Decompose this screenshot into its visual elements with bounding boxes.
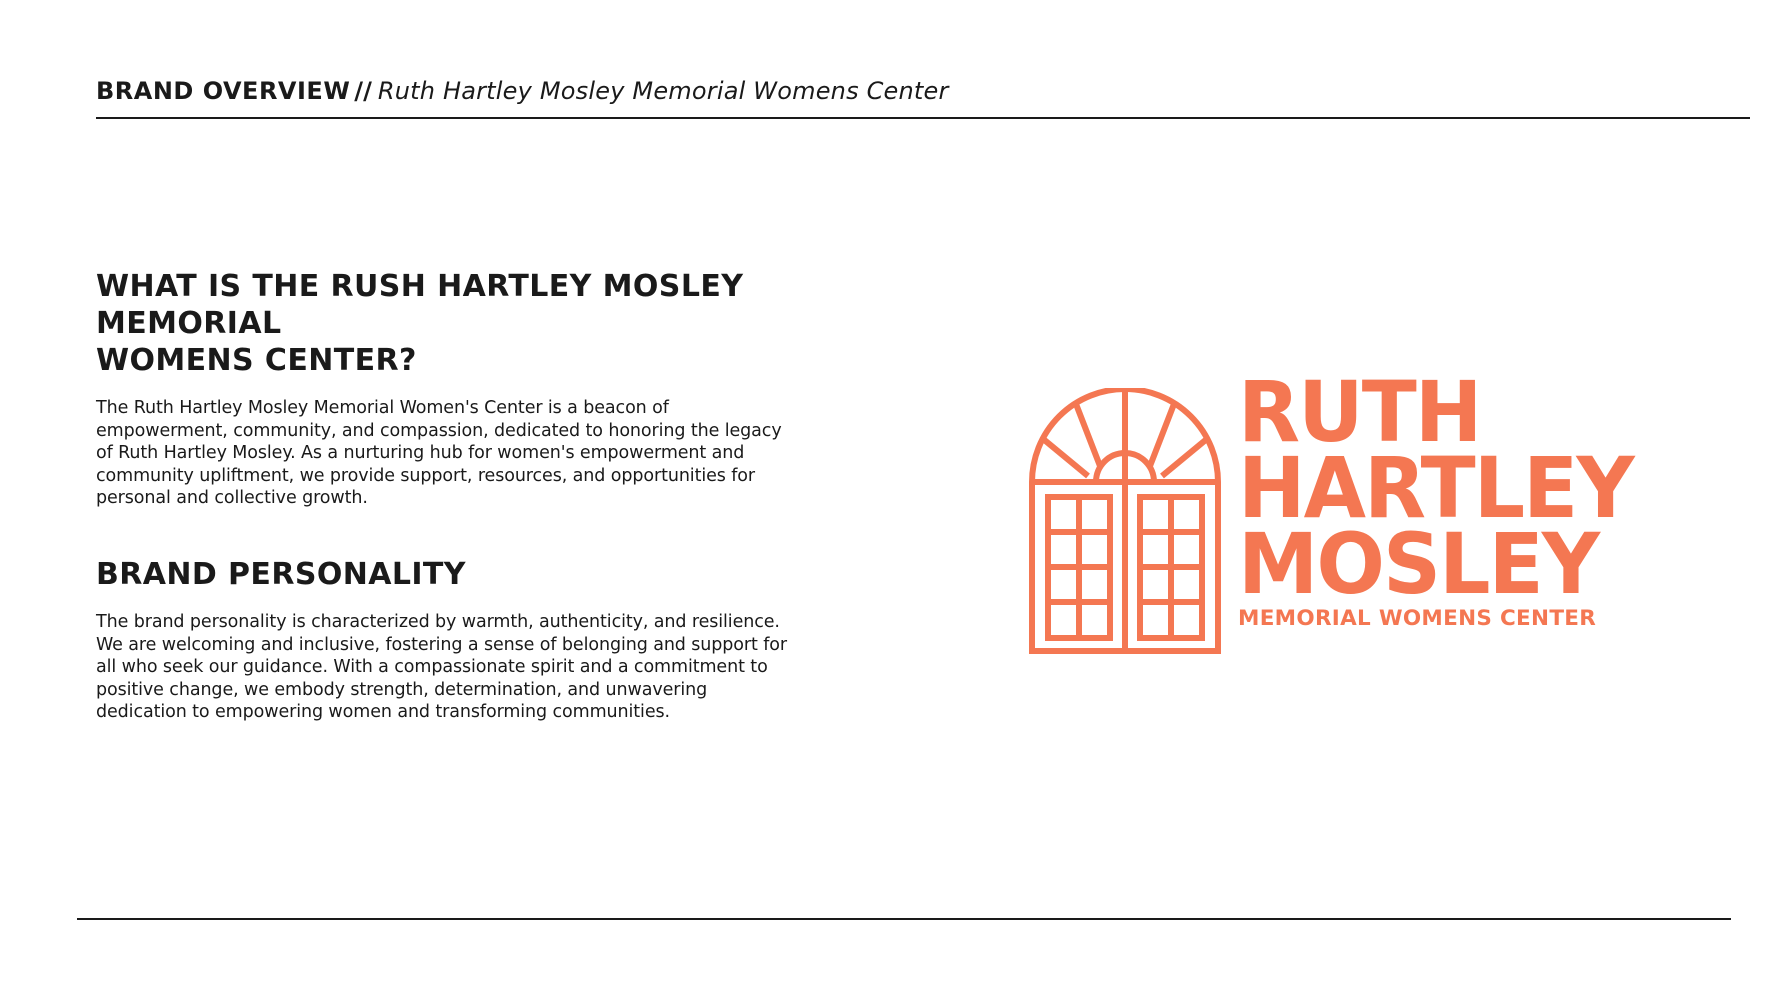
- header-separator: //: [354, 77, 372, 105]
- logo-wordmark: [1238, 363, 1649, 632]
- logo-tagline: MEMORIAL WOMENS CENTER: [1238, 606, 1597, 631]
- logo-name-line3: MOSLEY: [1238, 515, 1599, 613]
- logo-name-line2: HARTLEY: [1238, 439, 1633, 537]
- about-heading: [96, 268, 896, 379]
- personality-body: The brand personality is characterized by warmth, authenticity, and resilience. We are welcoming and inclusive, fostering a sense of belonging and support for all who seek our guidance. With a compassionate spirit and a commitment to positive change, we embody strength, determination, and unwavering dedication to empowering women and transforming communities.: [96, 611, 787, 723]
- logo-name-line1: RUTH: [1238, 363, 1481, 461]
- arched-window-icon: [1028, 388, 1222, 654]
- header-subtitle: Ruth Hartley Mosley Memorial Womens Center: [377, 77, 949, 105]
- brand-logo: [1028, 363, 1708, 658]
- personality-heading: BRAND PERSONALITY: [96, 556, 466, 592]
- about-section: [96, 268, 896, 510]
- about-body: The Ruth Hartley Mosley Memorial Women's Center is a beacon of empowerment, community, and compassion, dedicated to honoring the legacy of Ruth Hartley Mosley. As a nurturing hub for women's empowerment and community upliftment, we provide support, resources, and opportunities for personal and collective growth.: [96, 398, 782, 509]
- personality-section: [96, 556, 896, 724]
- about-heading-line1: WHAT IS THE RUSH HARTLEY MOSLEY MEMORIAL: [96, 269, 744, 341]
- content-column: [96, 268, 896, 724]
- footer-divider: [77, 918, 1731, 920]
- header-title: BRAND OVERVIEW: [96, 77, 351, 105]
- about-heading-line2: WOMENS CENTER?: [96, 343, 417, 378]
- page-header: [96, 77, 1750, 119]
